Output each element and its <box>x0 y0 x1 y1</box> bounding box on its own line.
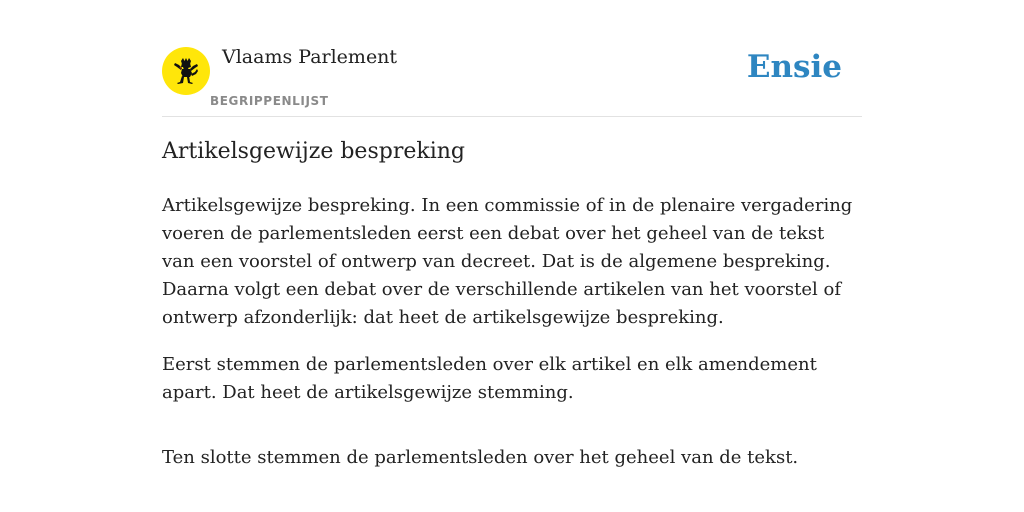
page-header <box>162 0 862 117</box>
content-card <box>162 0 862 512</box>
body-paragraph: Artikelsgewijze bespreking. In een commissie of in de plenaire vergadering voeren de parlementsleden eerst een debat over het geheel van de tekst van een voorstel of ontwerp van decreet. Dat is de algemene bespreking. Daarna volgt een debat over de verschillende artikelen van het voorstel of ontwerp afzonderlijk: dat heet de artikelsgewijze bespreking. <box>162 195 853 328</box>
vlaams-parlement-logo[interactable] <box>162 47 210 95</box>
page-title: Artikelsgewijze bespreking <box>162 139 465 164</box>
category-label[interactable]: BEGRIPPENLIJST <box>210 94 329 108</box>
body-paragraph: Eerst stemmen de parlementsleden over elk artikel en elk amendement apart. Dat heet de artikelsgewijze stemming. <box>162 354 817 403</box>
org-name[interactable]: Vlaams Parlement <box>222 46 398 68</box>
ensie-brand-logo[interactable]: Ensie <box>746 49 842 85</box>
body-paragraph: Ten slotte stemmen de parlementsleden over het geheel van de tekst. <box>162 447 799 468</box>
article-body <box>162 192 862 491</box>
flemish-lion-icon <box>171 56 201 86</box>
